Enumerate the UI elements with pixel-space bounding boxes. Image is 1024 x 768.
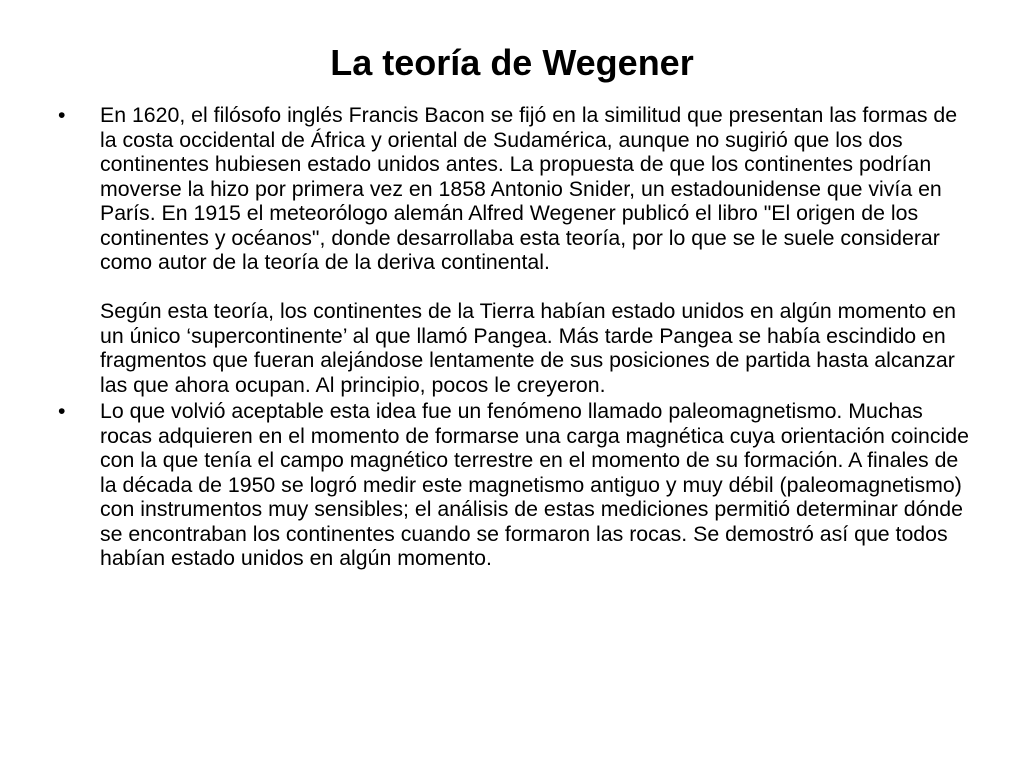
- bullet-marker: •: [58, 103, 66, 127]
- bullet-list: [58, 103, 970, 573]
- bullet-paragraph: Lo que volvió aceptable esta idea fue un fenómeno llamado paleomagnetismo. Muchas rocas adquieren en el momento de formarse una carga magnética cuya orientación coincide con la que tenía el campo magnético terrestre en el momento de su formación. A finales de la década de 1950 se logró medir este magnetismo antiguo y muy débil (paleomagnetismo) con instrumentos muy sensibles; el análisis de estas mediciones permitió determinar dónde se encontraban los continentes cuando se formaron las rocas. Se demostró así que todos habían estado unidos en algún momento.: [100, 399, 969, 570]
- bullet-marker: •: [58, 399, 66, 423]
- slide-title: La teoría de Wegener: [330, 42, 694, 83]
- bullet-item: [58, 399, 970, 571]
- bullet-paragraph: En 1620, el filósofo inglés Francis Bacon se fijó en la similitud que presentan las formas de la costa occidental de África y oriental de Sudamérica, aunque no sugirió que los dos continentes hubiesen estado unidos antes. La propuesta de que los continentes podrían moverse la hizo por primera vez en 1858 Antonio Snider, un estadounidense que vivía en París. En 1915 el meteorólogo alemán Alfred Wegener publicó el libro "El origen de los continentes y océanos", donde desarrollaba esta teoría, por lo que se le suele considerar como autor de la teoría de la deriva continental.: [100, 103, 958, 274]
- bullet-item: [58, 103, 970, 397]
- bullet-paragraph: Según esta teoría, los continentes de la Tierra habían estado unidos en algún momento en un único ‘supercontinente’ al que llamó Pangea. Más tarde Pangea se había escindido en fragmentos que fueran alejándose lentamente de sus posiciones de partida hasta alcanzar las que ahora ocupan. Al principio, pocos le creyeron.: [100, 299, 957, 397]
